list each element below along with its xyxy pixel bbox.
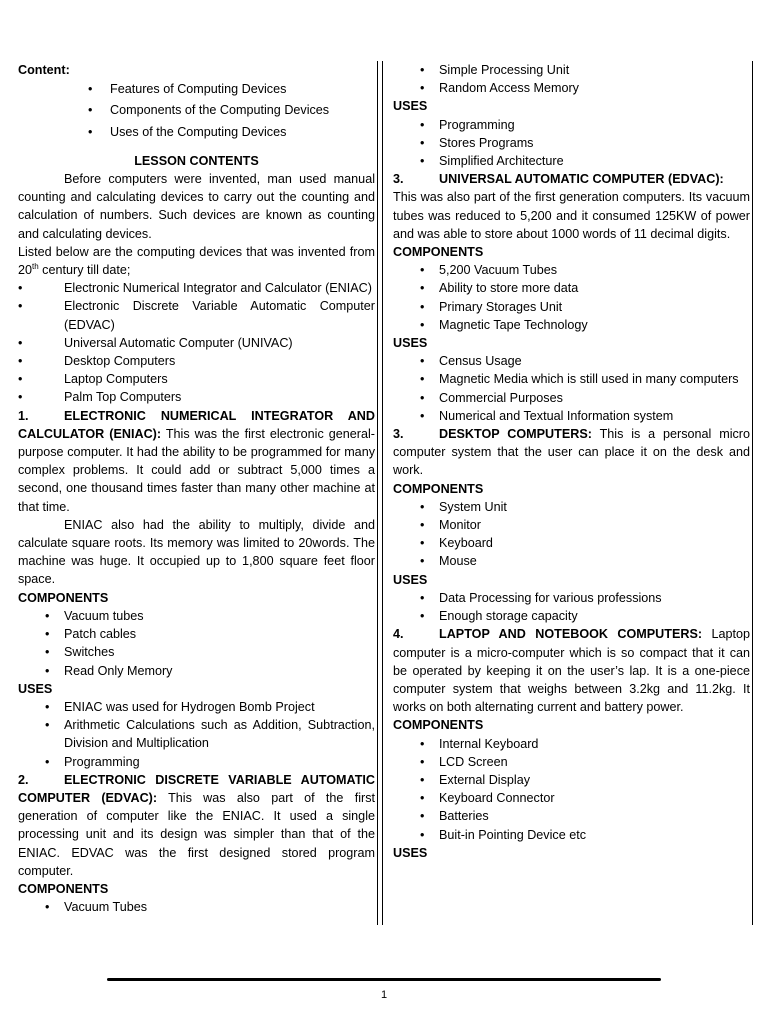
univac-uses-list [393, 352, 750, 425]
laptop-components-label: COMPONENTS [393, 718, 484, 733]
list-item: • Vacuum Tubes [18, 898, 375, 916]
edvac-number: 2. [18, 772, 29, 787]
list-item: • System Unit [393, 498, 750, 516]
laptop-body: Laptop computer is a micro-computer which is so compact that it can be operated by keeping it on the user’s lap. It is a one-piece computer system that weighs between 3.2kg and 11.2kg. It works on both alternating current and battery power. [393, 627, 750, 715]
list-item: • Internal Keyboard [393, 735, 750, 753]
list-item: • Batteries [393, 807, 750, 825]
page-right-border [752, 61, 753, 925]
list-item: • Keyboard [393, 534, 750, 552]
list-item: • Vacuum tubes [18, 607, 375, 625]
list-item: • Universal Automatic Computer (UNIVAC) [18, 334, 375, 352]
list-item: • Arithmetic Calculations such as Addition, Subtraction, Division and Multiplication [18, 716, 375, 752]
listed-below-paragraph [18, 243, 375, 279]
univac-title: UNIVERSAL AUTOMATIC COMPUTER (EDVAC): [439, 172, 724, 187]
univac-number: 3. [393, 172, 404, 187]
laptop-title: LAPTOP AND NOTEBOOK COMPUTERS: [439, 627, 703, 642]
list-item: • Programming [18, 753, 375, 771]
column-divider-right [382, 61, 383, 925]
list-item: • Keyboard Connector [393, 789, 750, 807]
eniac-paragraph-2: ENIAC also had the ability to multiply, divide and calculate square roots. Its memory was limited to 20words. The machine was huge. It occupied up to 1,800 square feet floor space. [18, 517, 375, 587]
eniac-uses-list [18, 698, 375, 771]
listed-below-pre: Listed below are the computing devices that was invented from 20 [18, 244, 375, 278]
laptop-number: 4. [393, 627, 404, 642]
column-divider-left [377, 61, 378, 925]
desktop-components-label: COMPONENTS [393, 481, 484, 496]
list-item: • Features of Computing Devices [18, 80, 375, 98]
laptop-components-list [393, 735, 750, 844]
right-column [393, 61, 750, 862]
list-item: • Laptop Computers [18, 370, 375, 388]
eniac-body: This was the first electronic general-purpose computer. It had the ability to be programmed for many complex problems. It could add or subtract 5,000 times a second, one thousand times faster than many other machine at that time. [18, 426, 375, 514]
content-heading: Content: [18, 63, 70, 77]
edvac-components-list-part2 [393, 61, 750, 97]
list-item: • Data Processing for various professions [393, 589, 750, 607]
edvac-components-label: COMPONENTS [18, 881, 109, 896]
listed-below-post: century till date; [38, 263, 131, 278]
edvac-title: ELECTRONIC DISCRETE VARIABLE AUTOMATIC COMPUTER (EDVAC): [18, 772, 375, 805]
list-item: • Numerical and Textual Information system [393, 407, 750, 425]
list-item: • Mouse [393, 552, 750, 570]
list-item: • Primary Storages Unit [393, 298, 750, 316]
edvac-body: This was also part of the first generation of computer like the ENIAC. It used a single processing unit and its design was simpler than that of the ENIAC. EDVAC was the first designed stored program computer. [18, 790, 375, 878]
desktop-components-list [393, 498, 750, 571]
list-item: • Components of the Computing Devices [18, 101, 375, 119]
list-item: • Simple Processing Unit [393, 61, 750, 79]
list-item: • Simplified Architecture [393, 152, 750, 170]
list-item: • Programming [393, 116, 750, 134]
eniac-number: 1. [18, 408, 29, 423]
list-item: • Magnetic Media which is still used in many computers [393, 370, 750, 388]
list-item: • Patch cables [18, 625, 375, 643]
left-column [18, 61, 375, 916]
list-item: • 5,200 Vacuum Tubes [393, 261, 750, 279]
desktop-number: 3. [393, 427, 404, 442]
desktop-body: This is a personal micro computer system that the user can place it on the desk and work. [393, 427, 750, 478]
list-item: • ENIAC was used for Hydrogen Bomb Project [18, 698, 375, 716]
desktop-uses-label: USES [393, 572, 428, 587]
desktop-section [393, 425, 750, 480]
page-number: 1 [380, 989, 388, 1001]
list-item: • Read Only Memory [18, 662, 375, 680]
device-list [18, 279, 375, 406]
content-list [18, 80, 375, 141]
lesson-heading: LESSON CONTENTS [134, 153, 259, 168]
edvac-uses-label: USES [393, 99, 428, 114]
list-item: • LCD Screen [393, 753, 750, 771]
list-item: • Electronic Discrete Variable Automatic Computer (EDVAC) [18, 297, 375, 333]
list-item: • Uses of the Computing Devices [18, 123, 375, 141]
list-item: • Desktop Computers [18, 352, 375, 370]
list-item: • Magnetic Tape Technology [393, 316, 750, 334]
list-item: • Random Access Memory [393, 79, 750, 97]
list-item: • External Display [393, 771, 750, 789]
eniac-components-list [18, 607, 375, 680]
edvac-section [18, 771, 375, 880]
intro-paragraph: Before computers were invented, man used manual counting and calculating devices to carry out the counting and calculation of numbers. Such devices are known as counting and calculating devices. [18, 172, 375, 241]
laptop-section [393, 625, 750, 716]
edvac-uses-list [393, 116, 750, 171]
list-item: • Switches [18, 643, 375, 661]
univac-components-label: COMPONENTS [393, 245, 484, 260]
list-item: • Stores Programs [393, 134, 750, 152]
univac-body: This was also part of the first generation computers. Its vacuum tubes was reduced to 5,200 and it consumed 125KW of power and was able to store about 1000 words of 11 decimal digits. [393, 190, 750, 241]
list-item: • Enough storage capacity [393, 607, 750, 625]
list-item: • Monitor [393, 516, 750, 534]
eniac-uses-label: USES [18, 681, 53, 696]
listed-below-sup: th [32, 261, 39, 271]
list-item: • Buit-in Pointing Device etc [393, 826, 750, 844]
univac-title-line [393, 170, 750, 188]
desktop-title: DESKTOP COMPUTERS: [439, 427, 592, 442]
list-item: • Ability to store more data [393, 279, 750, 297]
list-item: • Census Usage [393, 352, 750, 370]
list-item: • Commercial Purposes [393, 389, 750, 407]
list-item: • Electronic Numerical Integrator and Calculator (ENIAC) [18, 279, 375, 297]
edvac-components-list-part1 [18, 898, 375, 916]
footer-rule [107, 978, 661, 981]
desktop-uses-list [393, 589, 750, 625]
list-item: • Palm Top Computers [18, 388, 375, 406]
laptop-uses-label: USES [393, 845, 428, 860]
eniac-title: ELECTRONIC NUMERICAL INTEGRATOR AND CALCULATOR (ENIAC): [18, 408, 375, 441]
eniac-components-label: COMPONENTS [18, 590, 109, 605]
univac-components-list [393, 261, 750, 334]
univac-uses-label: USES [393, 336, 428, 351]
eniac-section [18, 407, 375, 516]
